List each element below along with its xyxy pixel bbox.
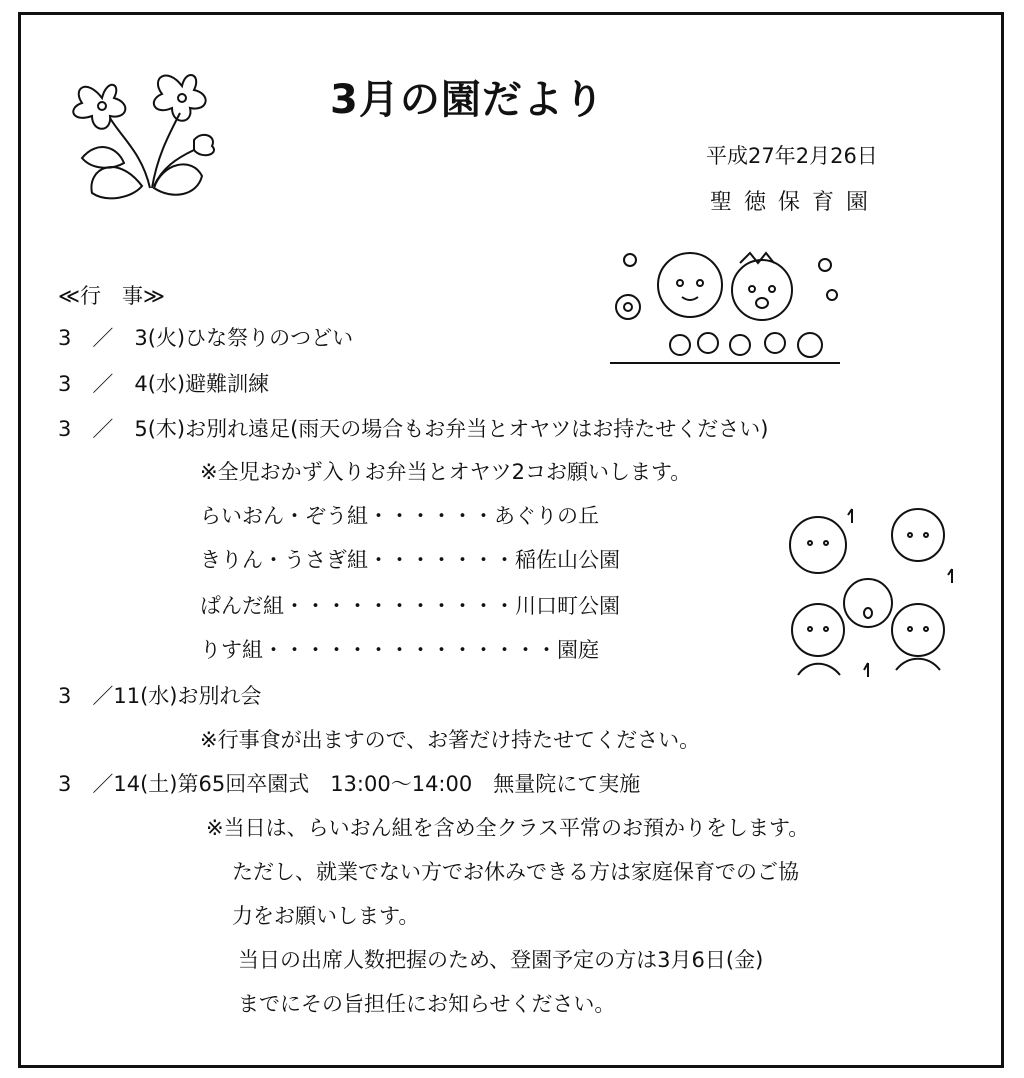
event-text: 第65回卒園式 13:00～14:00 無量院にて実施 — [177, 772, 641, 796]
excursion-note: ※全児おかず入りお弁当とオヤツ2コお願いします。 — [200, 460, 692, 484]
event-date: 3 ／11(水) — [58, 684, 178, 708]
children-flowers-illustration — [600, 245, 850, 370]
farewell-note: ※行事食が出ますので、お箸だけ持たせてください。 — [200, 728, 701, 752]
school-name: 聖徳保育園 — [710, 190, 881, 215]
violet-flower-illustration — [62, 58, 232, 208]
event-text: 避難訓練 — [185, 372, 270, 396]
event-date: 3 ／ 4(水) — [58, 372, 186, 396]
event-date: 3 ／14(土) — [58, 772, 178, 796]
event-row — [58, 368, 269, 398]
graduation-note: までにその旨担任にお知らせください。 — [238, 992, 616, 1016]
graduation-note: 力をお願いします。 — [232, 904, 420, 928]
event-date: 3 ／ 3(火) — [58, 326, 186, 350]
graduation-note: 当日の出席人数把握のため、登園予定の方は3月6日(金) — [238, 948, 764, 972]
excursion-group: らいおん・ぞう組・・・・・・あぐりの丘 — [200, 504, 599, 528]
event-row — [58, 413, 769, 443]
event-row — [58, 680, 261, 710]
event-text: お別れ遠足(雨天の場合もお弁当とオヤツはお持たせください) — [185, 417, 769, 441]
event-text: お別れ会 — [177, 684, 262, 708]
hina-dolls-illustration — [768, 495, 968, 695]
excursion-group: りす組・・・・・・・・・・・・・・園庭 — [200, 638, 599, 662]
events-heading: ≪行 事≫ — [58, 284, 165, 308]
graduation-note: ただし、就業でない方でお休みできる方は家庭保育でのご協 — [232, 860, 799, 884]
graduation-note: ※当日は、らいおん組を含め全クラス平常のお預かりをします。 — [206, 816, 810, 840]
excursion-group: きりん・うさぎ組・・・・・・・稲佐山公園 — [200, 548, 620, 572]
event-text: ひな祭りのつどい — [185, 326, 354, 350]
issue-date: 平成27年2月26日 — [706, 144, 878, 168]
newsletter-title: 3月の園だより — [330, 77, 605, 123]
excursion-group: ぱんだ組・・・・・・・・・・・川口町公園 — [200, 594, 620, 618]
event-row — [58, 322, 353, 352]
event-date: 3 ／ 5(木) — [58, 417, 186, 441]
event-row — [58, 768, 640, 798]
